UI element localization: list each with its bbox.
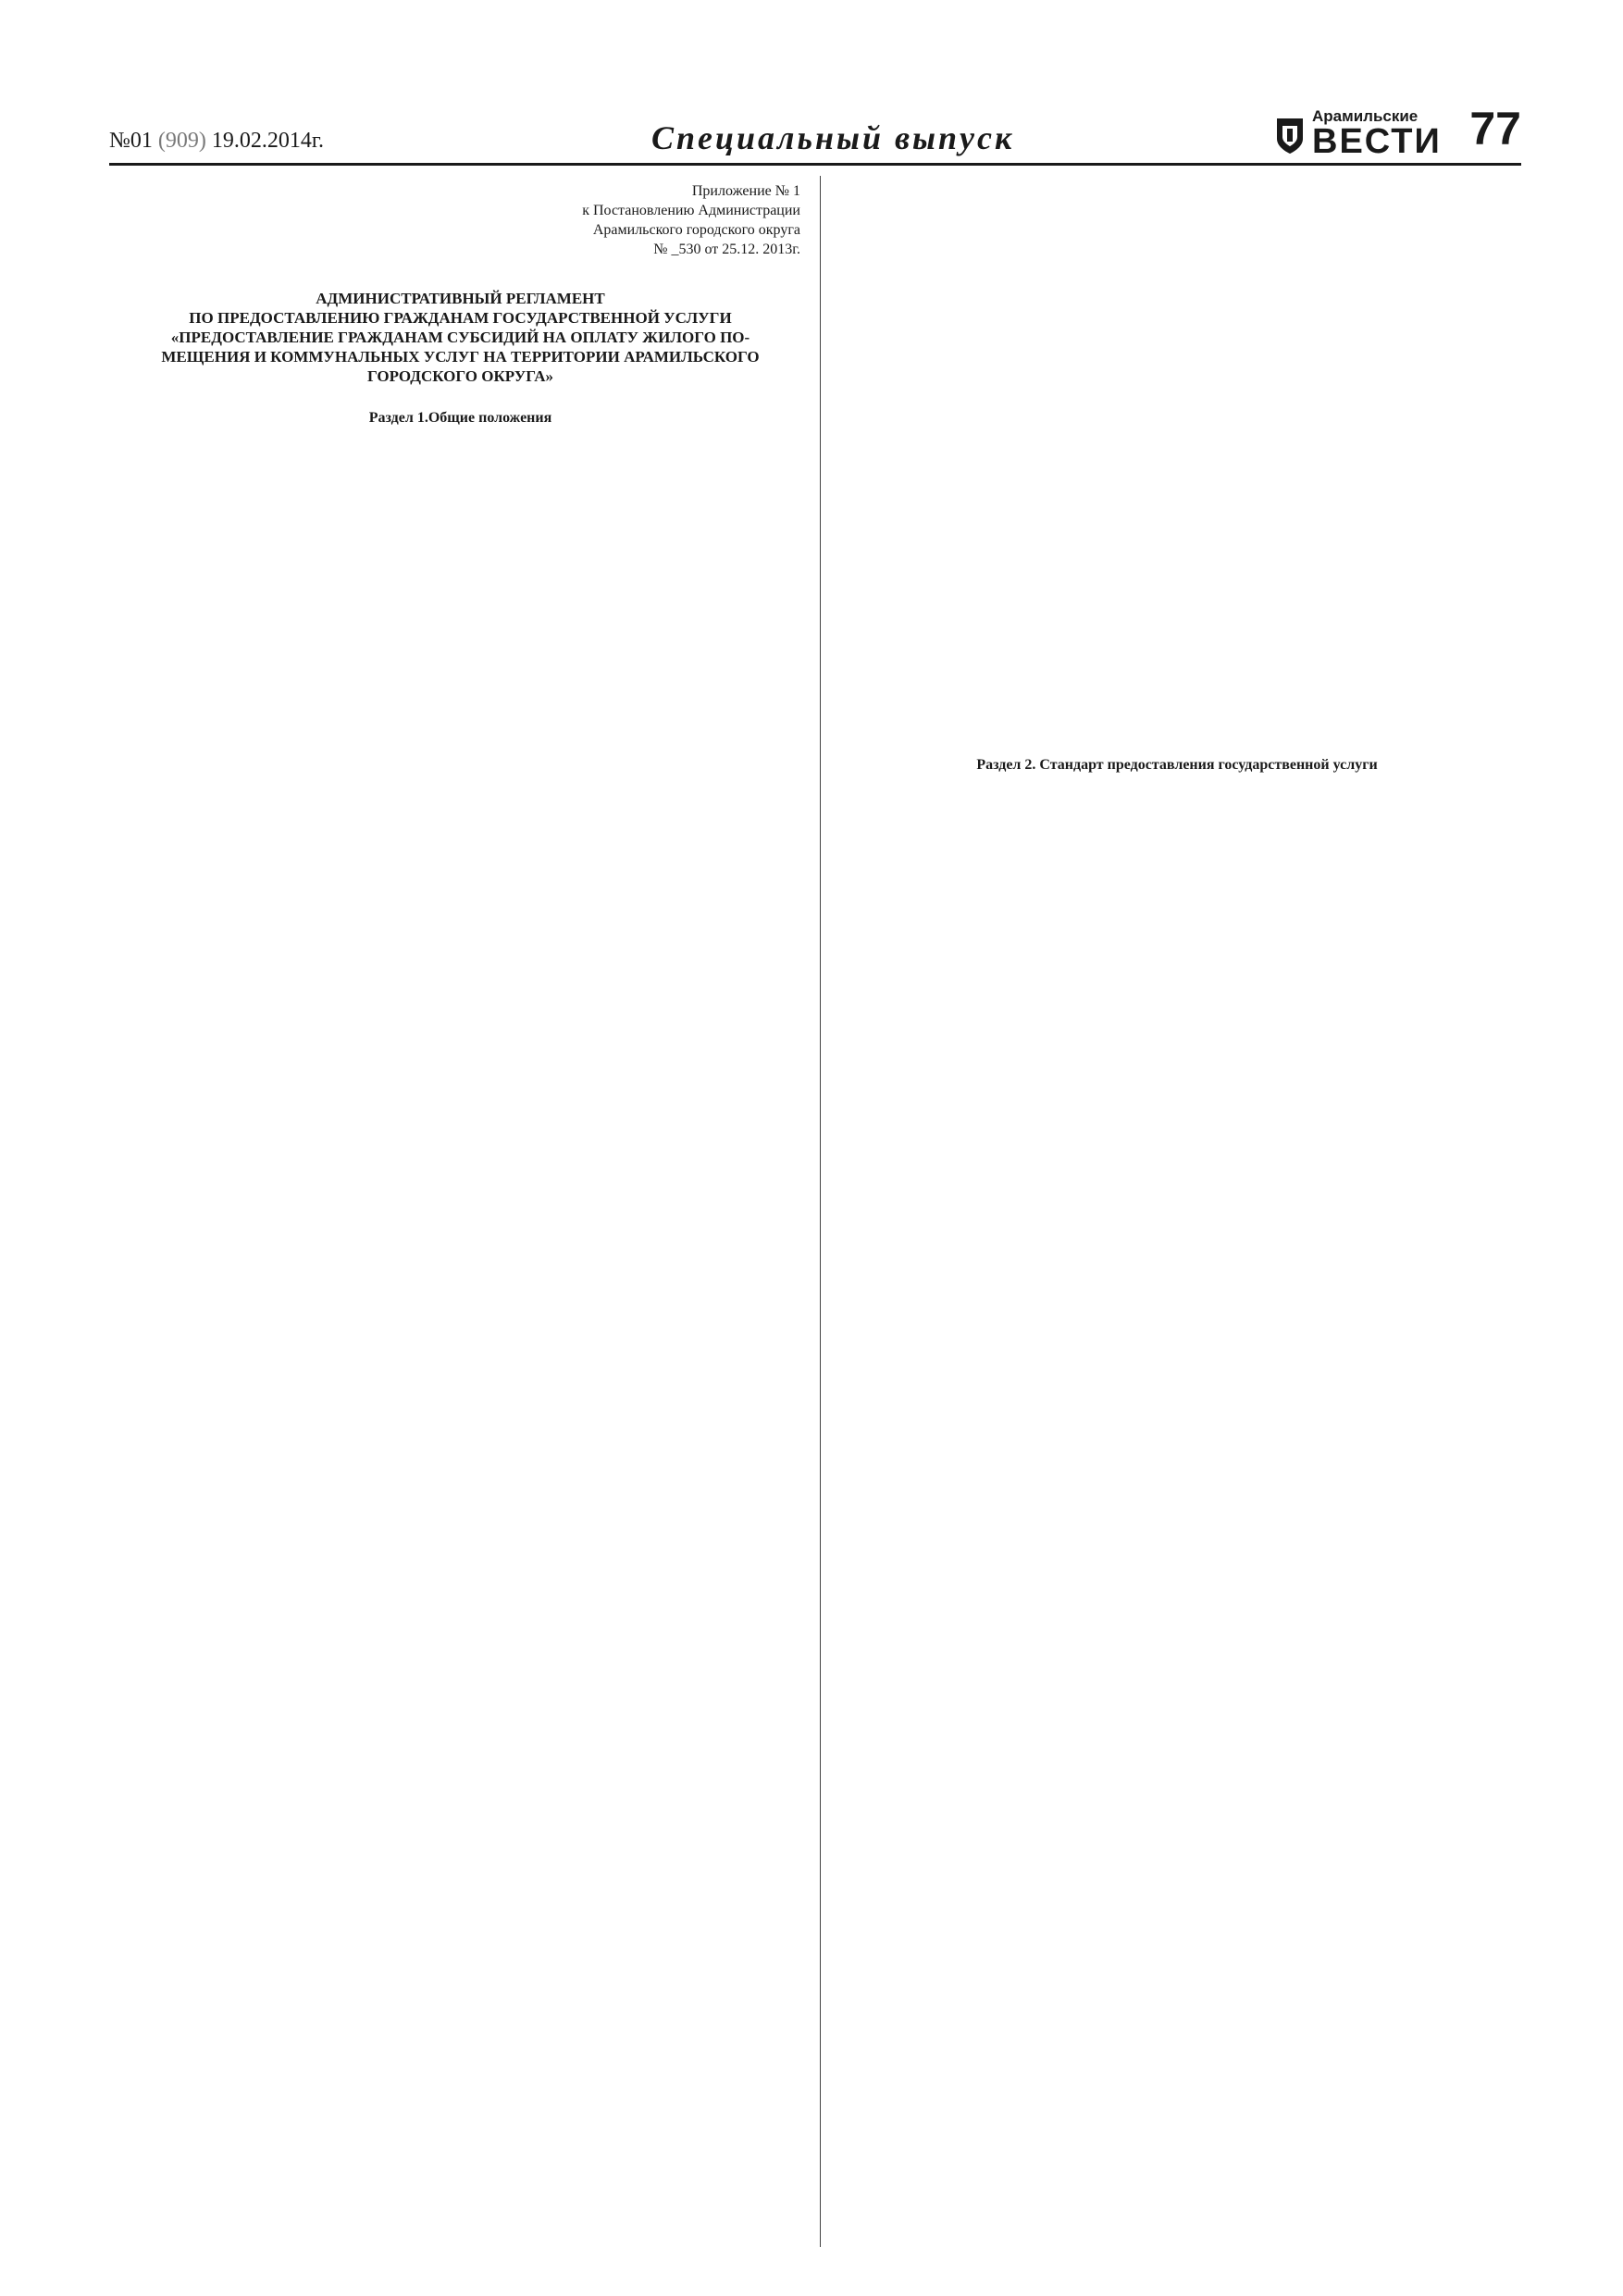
appendix-line: к Постановлению Администрации xyxy=(582,203,800,218)
issue-number: №01 xyxy=(109,129,153,153)
left-column xyxy=(120,181,800,428)
title-line: МЕЩЕНИЯ И КОММУНАЛЬНЫХ УСЛУГ НА ТЕРРИТОРИИ АРАМИЛЬСКОГО xyxy=(161,348,760,366)
title-line: «ПРЕДОСТАВЛЕНИЕ ГРАЖДАНАМ СУБСИДИЙ НА ОПЛАТУ ЖИЛОГО ПО- xyxy=(170,329,750,346)
appendix-note xyxy=(120,181,800,259)
section-1-title: Раздел 1.Общие положения xyxy=(368,410,552,426)
logo-main-text: ВЕСТИ xyxy=(1312,122,1442,161)
section-2-title: Раздел 2. Стандарт предоставления государственной услуги xyxy=(976,757,1378,773)
issue-date: 19.02.2014г. xyxy=(211,129,325,153)
appendix-line: Приложение № 1 xyxy=(691,183,800,199)
title-line: ГОРОДСКОГО ОКРУГА» xyxy=(367,367,553,385)
title-line: ПО ПРЕДОСТАВЛЕНИЮ ГРАЖДАНАМ ГОСУДАРСТВЕННОЙ УСЛУГИ xyxy=(189,309,732,327)
document-title xyxy=(120,289,800,386)
appendix-line: Арамильского городского округа xyxy=(592,222,800,238)
right-column xyxy=(835,181,1519,775)
masthead xyxy=(109,104,1521,159)
header-rule xyxy=(109,163,1521,166)
coat-of-arms-icon xyxy=(1275,117,1305,155)
edition-title: Специальный выпуск xyxy=(651,119,1015,156)
issue-line xyxy=(109,129,324,154)
issue-total: (909) xyxy=(157,129,206,153)
title-line: АДМИНИСТРАТИВНЫЙ РЕГЛАМЕНТ xyxy=(316,290,605,307)
page-number: 77 xyxy=(1469,103,1521,155)
column-divider xyxy=(820,176,821,2247)
logo-top-text: Арамильские xyxy=(1312,107,1419,125)
appendix-line: № _530 от 25.12. 2013г. xyxy=(653,242,800,257)
